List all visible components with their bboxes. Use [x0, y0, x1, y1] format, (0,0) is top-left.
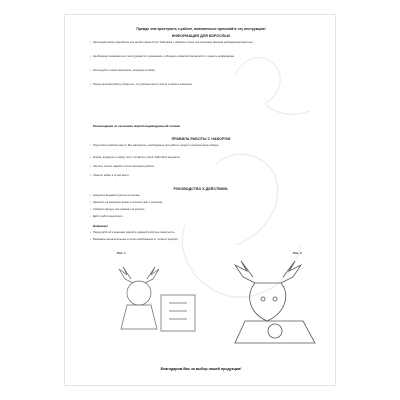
- section-title-steps: РУКОВОДСТВО К ДЕЙСТВИЮ:: [173, 187, 229, 191]
- note-paragraph: • Перед работой с красками закройте одеждой рабочую поверхность.: [93, 231, 309, 234]
- instruction-sheet: [64, 14, 336, 386]
- step-paragraph: • Аккуратно выдавите детали из основы.: [93, 194, 309, 197]
- step-paragraph: • Дайте работе высохнуть.: [93, 215, 309, 218]
- step-paragraph: • Соберите фигуру, как показано на рисунке.: [93, 208, 309, 211]
- recommendation-line: Рекомендации по окончании первой индивидуальной техники: [93, 124, 181, 128]
- section-title-rules: ПРАВИЛА РАБОТЫ С НАБОРОМ: [171, 137, 231, 141]
- info-paragraph: • Необходимо ознакомиться с инструкцией по применению, соблюдать правила безопасности и хранить информацию.: [93, 55, 309, 58]
- info-paragraph: • Перед началом работы убедитесь, что рабочее место чистое и хорошо освещено.: [93, 83, 309, 86]
- rule-paragraph: • Храните набор в сухом месте.: [93, 174, 309, 177]
- section-title-info: ИНФОРМАЦИЯ ДЛЯ ВЗРОСЛЫХ: [171, 34, 231, 38]
- thanks-line: Благодарим Вас за выбор нашей продукции!: [160, 367, 242, 371]
- figure-1-deer-illustration: [111, 259, 207, 341]
- figure-2-label: Рис. 2: [293, 251, 302, 255]
- intro-heading: Прежде чем приступить к работе, внимательно прочитайте эту инструкцию!: [136, 27, 266, 31]
- step-paragraph: • Нанесите на раскраску краску в соответствии с рисунком.: [93, 201, 309, 204]
- info-paragraph: • Настоящий набор разработан для детей старше 8 лет. Работайте с набором только под непосредственным наблюдением взрослых.: [93, 41, 309, 44]
- rule-paragraph: • Краски, входящие в набор, могут оставлять пятна. Работайте аккуратно.: [93, 156, 309, 159]
- info-paragraph: • Используйте только материалы, входящие в набор.: [93, 69, 309, 72]
- rule-paragraph: • Пастель плотно закройте после окончания работы.: [93, 165, 309, 168]
- note-paragraph: • Возможны незначительные отличия изображения от готового изделия.: [93, 238, 309, 241]
- rule-paragraph: • Подготовьте рабочее место. Все материалы, необходимые для работы, входят в комплектацию набора.: [93, 144, 309, 147]
- notes-title: Внимание!: [93, 224, 108, 228]
- figure-2-deer-illustration: [225, 251, 325, 347]
- figure-1-label: Рис. 1: [117, 251, 126, 255]
